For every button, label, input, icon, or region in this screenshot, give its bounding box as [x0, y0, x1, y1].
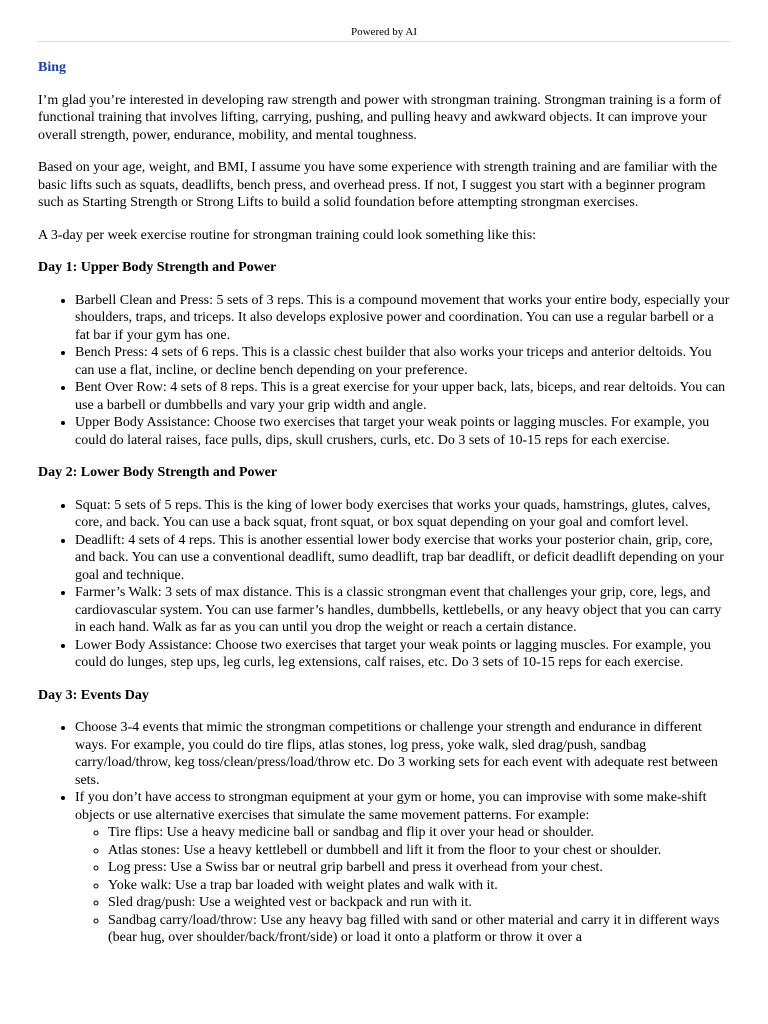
list-item: • Bent Over Row: 4 sets of 8 reps. This is a great exercise for your upper back, lats, biceps, and rear deltoids. You can use a barbell or dumbbells and vary your grip width and angle. — [75, 379, 730, 414]
list-item — [75, 789, 730, 947]
day3-list — [38, 719, 730, 947]
list-item: • Lower Body Assistance: Choose two exercises that target your weak points or lagging muscles. For example, you could do lunges, step ups, leg curls, leg extensions, calf raises, etc. Do 3 sets of 10-15 reps for each exercise. — [75, 637, 730, 672]
document-body — [38, 59, 730, 962]
intro-paragraph-3: A 3-day per week exercise routine for strongman training could look something like this: — [38, 227, 537, 243]
list-item: • Farmer’s Walk: 3 sets of max distance. This is a classic strongman event that challenges your grip, core, legs, and cardiovascular system. You can use farmer’s handles, dumbbells, kettlebells, or any heavy object that you can carry in each hand. Walk as far as you can until you drop the weight or reach a certain distance. — [75, 584, 730, 637]
list-item-text: If you don’t have access to strongman equipment at your gym or home, you can improvise with some make-shift objects or use alternative exercises that simulate the same movement patterns. For example: — [75, 790, 707, 823]
sublist-item: ◦ Sandbag carry/load/throw: Use any heavy bag filled with sand or other material and carry it in different ways (bear hug, over shoulder/back/front/side) or load it onto a platform or throw it over a — [108, 912, 730, 947]
day2-list — [38, 497, 730, 672]
list-item: • Squat: 5 sets of 5 reps. This is the king of lower body exercises that works your quads, hamstrings, glutes, calves, core, and back. You can use a back squat, front squat, or box squat depending on your goal and comfort level. — [75, 497, 730, 532]
sublist-item: ◦ Yoke walk: Use a trap bar loaded with weight plates and walk with it. — [108, 877, 730, 895]
page-header: Powered by AI — [38, 25, 730, 42]
sublist-item: ◦ Log press: Use a Swiss bar or neutral grip barbell and press it overhead from your chest. — [108, 859, 730, 877]
intro-paragraph-2: Based on your age, weight, and BMI, I assume you have some experience with strength training and are familiar with the basic lifts such as squats, deadlifts, bench press, and overhead press. If not, I suggest you start with a beginner program such as Starting Strength or Strong Lifts to build a solid foundation before attempting strongman exercises. — [38, 160, 718, 210]
list-item: • Bench Press: 4 sets of 6 reps. This is a classic chest builder that also works your triceps and anterior deltoids. You can use a flat, incline, or decline bench depending on your preference. — [75, 344, 730, 379]
day3-sublist — [75, 824, 730, 947]
brand-title: Bing — [38, 60, 67, 75]
sublist-item: ◦ Atlas stones: Use a heavy kettlebell or dumbbell and lift it from the floor to your chest or shoulder. — [108, 842, 730, 860]
list-item: • Upper Body Assistance: Choose two exercises that target your weak points or lagging muscles. For example, you could do lateral raises, face pulls, dips, skull crushers, curls, etc. Do 3 sets of 10-15 reps for each exercise. — [75, 414, 730, 449]
sublist-item: ◦ Tire flips: Use a heavy medicine ball or sandbag and flip it over your head or shoulder. — [108, 824, 730, 842]
list-item: • Choose 3-4 events that mimic the strongman competitions or challenge your strength and endurance in different ways. For example, you could do tire flips, atlas stones, log press, yoke walk, sled drag/push, sandbag carry/load/throw, keg toss/clean/press/load/throw etc. Do 3 working sets for each event with adequate rest between sets. — [75, 719, 730, 789]
list-item: • Deadlift: 4 sets of 4 reps. This is another essential lower body exercise that works your posterior chain, grip, core, and back. You can use a conventional deadlift, sumo deadlift, trap bar deadlift, or deficit deadlift depending on your goal and technique. — [75, 532, 730, 585]
list-item: • Barbell Clean and Press: 5 sets of 3 reps. This is a compound movement that works your entire body, especially your shoulders, traps, and triceps. It also develops explosive power and coordination. You can use a regular barbell or a fat bar if your gym has one. — [75, 292, 730, 345]
sublist-item: ◦ Sled drag/push: Use a weighted vest or backpack and run with it. — [108, 894, 730, 912]
day3-heading: Day 3: Events Day — [38, 687, 149, 703]
day1-list — [38, 292, 730, 450]
day2-heading: Day 2: Lower Body Strength and Power — [38, 465, 278, 480]
day1-heading: Day 1: Upper Body Strength and Power — [38, 260, 277, 275]
intro-paragraph-1: I’m glad you’re interested in developing raw strength and power with strongman training. Strongman training is a form of functional training that involves lifting, carrying, pushing, and pulling heavy and awkward objects. It can improve your overall strength, power, endurance, mobility, and mental toughness. — [38, 92, 722, 143]
